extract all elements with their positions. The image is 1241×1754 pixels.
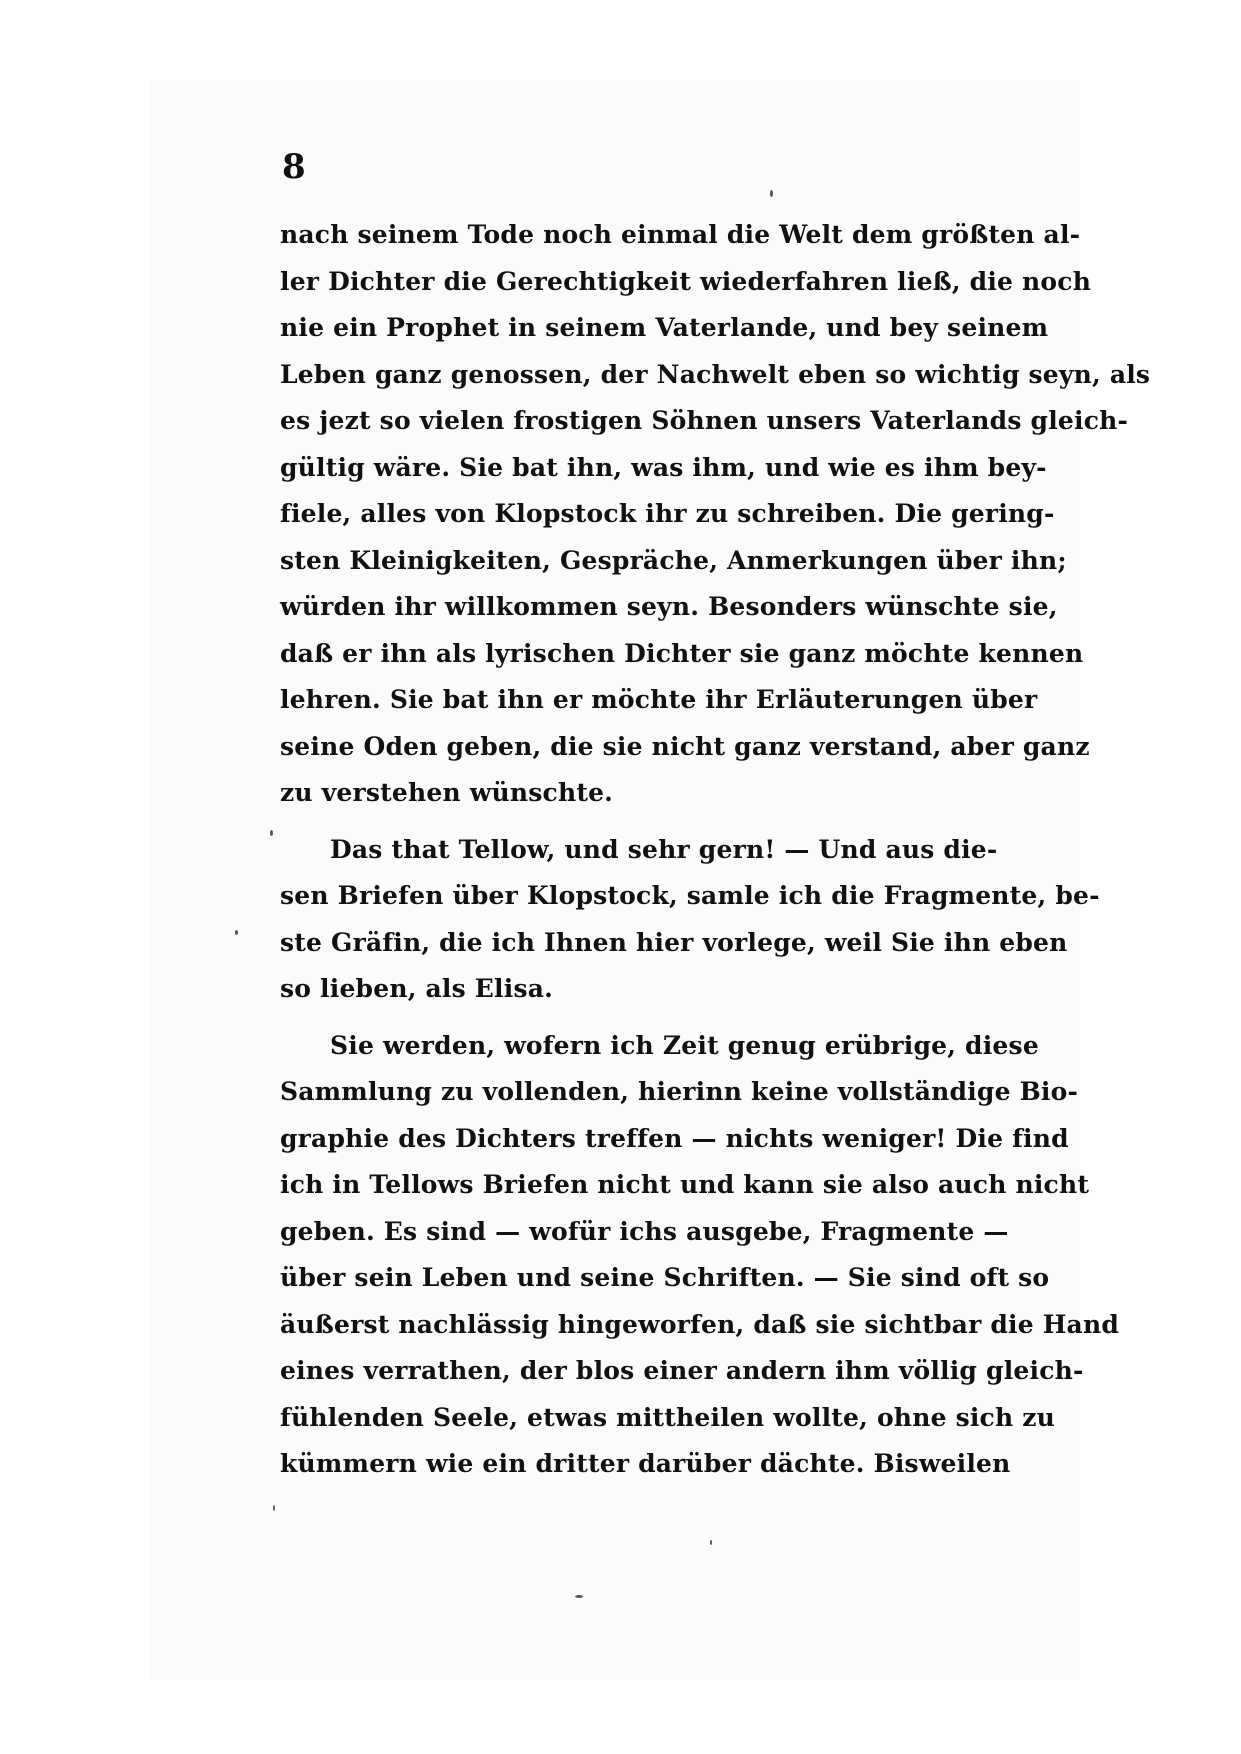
text-line: geben. Es sind — wofür ichs ausgebe, Fragmente — bbox=[280, 1216, 1009, 1246]
text-line: seine Oden geben, die sie nicht ganz verstand, aber ganz bbox=[280, 731, 1090, 761]
text-line: Sammlung zu vollenden, hierinn keine vollständige Bio- bbox=[280, 1077, 1079, 1106]
scan-speck bbox=[273, 1505, 275, 1511]
text-line: fühlenden Seele, etwas mittheilen wollte, ohne sich zu bbox=[280, 1402, 1056, 1432]
paragraph bbox=[280, 212, 1151, 817]
text-line: nach seinem Tode noch einmal die Welt dem größten al- bbox=[280, 220, 1081, 249]
text-line: es jezt so vielen frostigen Söhnen unsers Vaterlands gleich- bbox=[280, 406, 1129, 435]
text-line: Sie werden, wofern ich Zeit genug erübrige, diese bbox=[330, 1030, 1039, 1060]
text-line: eines verrathen, der blos einer andern ihm völlig gleich- bbox=[280, 1356, 1084, 1385]
text-line: kümmern wie ein dritter darüber dächte. Bisweilen bbox=[280, 1449, 1011, 1478]
text-line: ich in Tellows Briefen nicht und kann sie also auch nicht bbox=[280, 1170, 1090, 1199]
text-line: zu verstehen wünschte. bbox=[280, 778, 614, 807]
scan-speck bbox=[770, 190, 773, 197]
text-line: gültig wäre. Sie bat ihn, was ihm, und wie es ihm bey- bbox=[280, 452, 1047, 482]
text-line: lehren. Sie bat ihn er möchte ihr Erläuterungen über bbox=[280, 685, 1038, 714]
text-line: Leben ganz genossen, der Nachwelt eben so wichtig seyn, als bbox=[280, 359, 1151, 389]
text-line: sten Kleinigkeiten, Gespräche, Anmerkungen über ihn; bbox=[280, 545, 1067, 575]
page-number: 8 bbox=[282, 147, 306, 187]
text-line: graphie des Dichters treffen — nichts weniger! Die find bbox=[280, 1123, 1069, 1153]
text-line: äußerst nachlässig hingeworfen, daß sie sichtbar die Hand bbox=[280, 1309, 1120, 1339]
scan-speck bbox=[575, 1595, 583, 1598]
paragraph bbox=[280, 1023, 1120, 1488]
text-line: würden ihr willkommen seyn. Besonders wünschte sie, bbox=[280, 592, 1058, 621]
text-line: so lieben, als Elisa. bbox=[280, 974, 554, 1003]
scan-speck bbox=[270, 830, 273, 836]
text-line: Das that Tellow, und sehr gern! — Und aus die- bbox=[330, 834, 998, 864]
text-line: nie ein Prophet in seinem Vaterlande, und bey seinem bbox=[280, 313, 1049, 342]
body-text bbox=[280, 212, 1151, 1488]
text-line: ler Dichter die Gerechtigkeit wiederfahren ließ, die noch bbox=[280, 266, 1092, 296]
text-line: ste Gräfin, die ich Ihnen hier vorlege, weil Sie ihn eben bbox=[280, 927, 1068, 957]
scan-speck bbox=[235, 930, 238, 935]
text-line: über sein Leben und seine Schriften. — Sie sind oft so bbox=[280, 1263, 1050, 1292]
paragraph bbox=[280, 827, 1100, 1013]
text-line: sen Briefen über Klopstock, samle ich die Fragmente, be- bbox=[280, 881, 1100, 910]
scan-speck bbox=[710, 1540, 712, 1545]
text-line: fiele, alles von Klopstock ihr zu schreiben. Die gering- bbox=[280, 499, 1055, 528]
text-line: daß er ihn als lyrischen Dichter sie ganz möchte kennen bbox=[280, 638, 1084, 668]
